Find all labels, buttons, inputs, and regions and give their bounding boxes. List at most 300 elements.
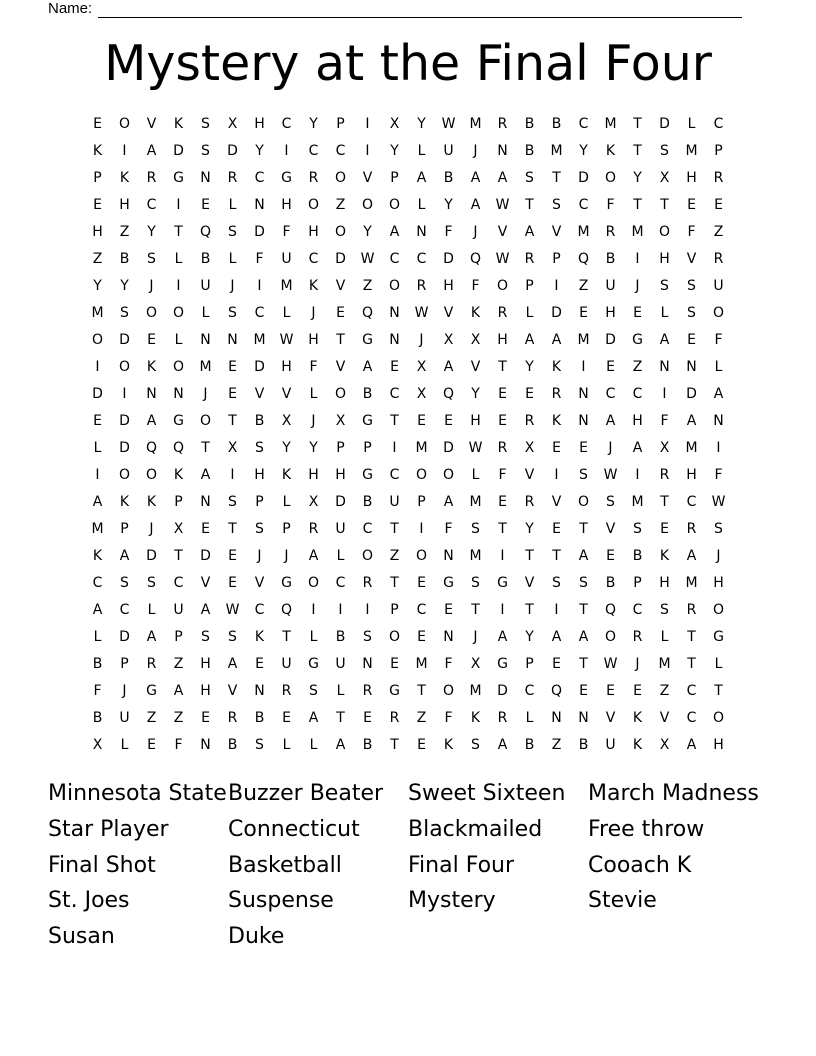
grid-letter: A (632, 439, 643, 456)
grid-letter: X (281, 412, 292, 429)
grid-letter: V (281, 385, 292, 402)
grid-letter: D (443, 250, 454, 267)
word-bank-item: Final Four (408, 852, 515, 878)
grid-letter: L (660, 304, 669, 321)
grid-letter: M (280, 277, 293, 294)
grid-letter: N (578, 412, 589, 429)
grid-letter: O (388, 277, 401, 294)
grid-letter: A (200, 601, 211, 618)
grid-letter: A (497, 169, 508, 186)
grid-letter: Q (550, 682, 563, 699)
grid-letter: N (578, 709, 589, 726)
grid-letter: K (659, 547, 670, 564)
grid-letter: A (551, 331, 562, 348)
grid-letter: C (686, 682, 697, 699)
grid-letter: H (443, 277, 454, 294)
grid-letter: F (660, 412, 669, 429)
grid-letter: H (335, 466, 346, 483)
grid-letter: R (362, 574, 373, 591)
grid-letter: H (254, 466, 265, 483)
grid-letter: O (145, 304, 158, 321)
grid-letter: A (92, 493, 103, 510)
grid-letter: Z (551, 736, 562, 753)
grid-letter: W (414, 304, 429, 321)
grid-letter: R (524, 412, 535, 429)
grid-letter: G (281, 574, 292, 591)
grid-letter: B (119, 250, 130, 267)
grid-letter: V (659, 709, 670, 726)
grid-letter: T (579, 601, 588, 618)
grid-letter: R (605, 223, 616, 240)
grid-letter: E (552, 439, 561, 456)
grid-letter: P (417, 493, 426, 510)
grid-letter: L (93, 439, 102, 456)
grid-letter: E (444, 412, 453, 429)
grid-letter: Z (578, 277, 589, 294)
grid-letter: T (336, 709, 345, 726)
word-bank-item: Stevie (588, 888, 657, 914)
grid-letter: N (254, 682, 265, 699)
grid-letter: N (659, 358, 670, 375)
grid-letter: I (635, 466, 640, 483)
grid-letter: H (686, 466, 697, 483)
grid-letter: I (554, 277, 559, 294)
word-bank-item: Minnesota State (48, 781, 227, 806)
word-bank-item: Duke (228, 924, 285, 950)
grid-letter: P (174, 493, 183, 510)
grid-letter: A (416, 169, 427, 186)
grid-letter: E (660, 520, 669, 537)
grid-letter: F (714, 331, 723, 348)
grid-letter: T (201, 439, 210, 456)
grid-letter: D (119, 331, 130, 348)
grid-letter: C (713, 115, 724, 132)
grid-letter: C (632, 385, 643, 402)
grid-letter: E (498, 493, 507, 510)
grid-letter: H (308, 466, 319, 483)
grid-letter: B (92, 655, 103, 672)
grid-letter: N (713, 412, 724, 429)
grid-letter: H (497, 331, 508, 348)
grid-letter: O (388, 196, 401, 213)
word-bank-item: Sweet Sixteen (408, 781, 566, 806)
grid-letter: E (417, 412, 426, 429)
grid-letter: T (390, 520, 399, 537)
grid-letter: N (200, 736, 211, 753)
grid-letter: E (147, 736, 156, 753)
grid-letter: I (662, 385, 667, 402)
grid-letter: M (604, 115, 617, 132)
grid-letter: B (443, 169, 454, 186)
grid-letter: C (308, 142, 319, 159)
grid-letter: I (338, 601, 343, 618)
grid-letter: N (362, 655, 373, 672)
grid-letter: C (605, 385, 616, 402)
word-bank-item: Connecticut (228, 816, 360, 842)
grid-letter: H (659, 250, 670, 267)
grid-letter: F (444, 520, 453, 537)
grid-letter: A (497, 628, 508, 645)
grid-letter: M (415, 655, 428, 672)
grid-letter: T (525, 547, 534, 564)
grid-letter: E (552, 520, 561, 537)
grid-letter: A (524, 223, 535, 240)
grid-letter: A (443, 493, 454, 510)
grid-letter: X (308, 493, 319, 510)
grid-letter: T (687, 628, 696, 645)
grid-letter: S (660, 277, 669, 294)
word-bank-item: St. Joes (48, 888, 130, 914)
grid-letter: L (93, 628, 102, 645)
grid-letter: R (227, 709, 238, 726)
grid-letter: W (279, 331, 294, 348)
grid-letter: H (713, 574, 724, 591)
grid-letter: F (255, 250, 264, 267)
grid-letter: K (632, 736, 643, 753)
grid-letter: R (524, 493, 535, 510)
grid-letter: F (498, 466, 507, 483)
grid-letter: C (362, 520, 373, 537)
grid-letter: T (390, 736, 399, 753)
grid-letter: S (579, 466, 588, 483)
grid-letter: S (525, 169, 534, 186)
grid-letter: S (120, 574, 129, 591)
grid-letter: U (605, 277, 616, 294)
grid-letter: H (254, 115, 265, 132)
grid-letter: A (146, 142, 157, 159)
grid-letter: F (444, 709, 453, 726)
grid-letter: Q (442, 385, 455, 402)
grid-letter: U (443, 142, 454, 159)
grid-letter: R (713, 250, 724, 267)
grid-letter: S (552, 574, 561, 591)
grid-letter: C (254, 304, 265, 321)
grid-letter: K (119, 493, 130, 510)
grid-letter: Y (579, 142, 588, 159)
grid-letter: X (227, 115, 238, 132)
grid-letter: I (716, 439, 721, 456)
grid-letter: T (660, 493, 669, 510)
grid-letter: E (579, 682, 588, 699)
grid-letter: X (416, 385, 427, 402)
grid-letter: B (200, 250, 211, 267)
grid-letter: E (687, 331, 696, 348)
grid-letter: A (659, 331, 670, 348)
grid-letter: X (173, 520, 184, 537)
grid-letter: K (92, 547, 103, 564)
grid-letter: Y (282, 439, 291, 456)
grid-letter: R (497, 115, 508, 132)
grid-letter: R (497, 709, 508, 726)
grid-letter: N (551, 709, 562, 726)
grid-letter: F (687, 223, 696, 240)
grid-letter: B (362, 736, 373, 753)
grid-letter: E (336, 304, 345, 321)
grid-letter: O (712, 601, 725, 618)
grid-letter: E (498, 412, 507, 429)
grid-letter: I (581, 358, 586, 375)
grid-letter: K (551, 358, 562, 375)
grid-letter: E (228, 358, 237, 375)
grid-letter: I (554, 601, 559, 618)
grid-letter: Q (361, 304, 374, 321)
grid-letter: G (173, 412, 184, 429)
grid-letter: A (713, 385, 724, 402)
grid-letter: O (172, 358, 185, 375)
grid-letter: S (309, 682, 318, 699)
grid-letter: K (254, 628, 265, 645)
grid-letter: T (390, 412, 399, 429)
grid-letter: F (309, 358, 318, 375)
grid-letter: C (416, 601, 427, 618)
grid-letter: O (658, 223, 671, 240)
grid-letter: J (203, 385, 208, 402)
grid-letter: T (579, 520, 588, 537)
grid-letter: D (686, 385, 697, 402)
grid-letter: V (254, 385, 265, 402)
grid-letter: A (389, 223, 400, 240)
grid-letter: A (173, 682, 184, 699)
grid-letter: M (469, 682, 482, 699)
grid-letter: A (551, 628, 562, 645)
grid-letter: U (119, 709, 130, 726)
grid-letter: Y (525, 520, 534, 537)
grid-letter: P (93, 169, 102, 186)
grid-letter: R (497, 304, 508, 321)
grid-letter: D (119, 439, 130, 456)
grid-letter: E (228, 547, 237, 564)
grid-letter: L (174, 250, 183, 267)
grid-letter: A (578, 547, 589, 564)
grid-letter: E (282, 709, 291, 726)
grid-letter: Y (444, 196, 453, 213)
grid-letter: D (92, 385, 103, 402)
grid-letter: E (606, 682, 615, 699)
grid-letter: H (659, 574, 670, 591)
grid-letter: S (714, 520, 723, 537)
grid-letter: A (443, 358, 454, 375)
grid-letter: O (361, 196, 374, 213)
grid-letter: L (282, 304, 291, 321)
grid-letter: D (578, 169, 589, 186)
grid-letter: B (524, 736, 535, 753)
grid-letter: T (687, 655, 696, 672)
grid-letter: Y (525, 628, 534, 645)
grid-letter: S (606, 493, 615, 510)
grid-letter: O (334, 385, 347, 402)
grid-letter: C (416, 250, 427, 267)
grid-letter: S (147, 574, 156, 591)
grid-letter: E (687, 196, 696, 213)
grid-letter: P (120, 520, 129, 537)
grid-letter: B (551, 115, 562, 132)
grid-letter: H (632, 412, 643, 429)
grid-letter: N (254, 196, 265, 213)
grid-letter: F (282, 223, 291, 240)
grid-letter: C (254, 169, 265, 186)
grid-letter: D (254, 223, 265, 240)
grid-letter: S (201, 142, 210, 159)
page-title: Mystery at the Final Four (104, 35, 712, 92)
grid-letter: Z (362, 277, 373, 294)
grid-letter: Z (173, 709, 184, 726)
grid-letter: E (552, 655, 561, 672)
grid-letter: I (554, 466, 559, 483)
grid-letter: V (335, 358, 346, 375)
grid-letter: Z (335, 196, 346, 213)
grid-letter: K (173, 115, 184, 132)
grid-letter: M (685, 439, 698, 456)
grid-letter: I (95, 466, 100, 483)
grid-letter: C (335, 142, 346, 159)
grid-letter: W (603, 655, 618, 672)
grid-letter: L (471, 466, 480, 483)
grid-letter: D (443, 439, 454, 456)
grid-letter: U (173, 601, 184, 618)
grid-letter: K (551, 412, 562, 429)
grid-letter: X (470, 655, 481, 672)
grid-letter: K (92, 142, 103, 159)
grid-letter: R (632, 628, 643, 645)
grid-letter: C (281, 115, 292, 132)
grid-letter: T (633, 196, 642, 213)
grid-letter: B (578, 736, 589, 753)
grid-letter: V (335, 277, 346, 294)
grid-letter: M (658, 655, 671, 672)
grid-letter: T (174, 223, 183, 240)
grid-letter: E (714, 196, 723, 213)
grid-letter: Y (390, 142, 399, 159)
grid-letter: L (525, 304, 534, 321)
grid-letter: L (228, 196, 237, 213)
grid-letter: T (714, 682, 723, 699)
grid-letter: P (174, 628, 183, 645)
grid-letter: F (444, 223, 453, 240)
grid-letter: V (551, 223, 562, 240)
grid-letter: K (470, 709, 481, 726)
grid-letter: O (334, 169, 347, 186)
grid-letter: N (146, 385, 157, 402)
grid-letter: E (417, 574, 426, 591)
grid-letter: H (281, 196, 292, 213)
grid-letter: J (311, 304, 316, 321)
grid-letter: O (415, 547, 428, 564)
grid-letter: P (552, 250, 561, 267)
grid-letter: J (419, 331, 424, 348)
grid-letter: C (146, 196, 157, 213)
grid-letter: G (497, 574, 508, 591)
grid-letter: D (605, 331, 616, 348)
grid-letter: G (281, 169, 292, 186)
grid-letter: V (605, 520, 616, 537)
grid-letter: R (308, 520, 319, 537)
grid-letter: E (201, 196, 210, 213)
grid-letter: S (201, 115, 210, 132)
grid-letter: E (228, 574, 237, 591)
grid-letter: B (524, 142, 535, 159)
grid-letter: O (442, 466, 455, 483)
grid-letter: O (118, 115, 131, 132)
grid-letter: E (390, 358, 399, 375)
grid-letter: S (228, 493, 237, 510)
grid-letter: E (606, 547, 615, 564)
grid-letter: B (92, 709, 103, 726)
grid-letter: E (390, 655, 399, 672)
grid-letter: F (93, 682, 102, 699)
grid-letter: A (146, 628, 157, 645)
grid-letter: O (118, 466, 131, 483)
grid-letter: T (390, 574, 399, 591)
word-bank-item: Cooach K (588, 852, 692, 878)
grid-letter: Q (172, 439, 185, 456)
grid-letter: T (660, 196, 669, 213)
grid-letter: X (659, 169, 670, 186)
grid-letter: F (444, 655, 453, 672)
grid-letter: S (120, 304, 129, 321)
grid-letter: G (497, 655, 508, 672)
grid-letter: T (525, 196, 534, 213)
grid-letter: Q (280, 601, 293, 618)
grid-letter: O (604, 169, 617, 186)
grid-letter: K (443, 736, 454, 753)
grid-letter: V (605, 709, 616, 726)
grid-letter: Z (146, 709, 157, 726)
grid-letter: M (91, 304, 104, 321)
grid-letter: A (362, 358, 373, 375)
grid-letter: M (199, 358, 212, 375)
grid-letter: S (660, 142, 669, 159)
grid-letter: M (577, 223, 590, 240)
grid-letter: C (632, 601, 643, 618)
grid-letter: I (419, 520, 424, 537)
grid-letter: D (200, 547, 211, 564)
grid-letter: N (200, 331, 211, 348)
grid-letter: A (686, 736, 697, 753)
grid-letter: G (173, 169, 184, 186)
grid-letter: R (497, 439, 508, 456)
grid-letter: X (92, 736, 103, 753)
grid-letter: R (686, 601, 697, 618)
word-bank-item: Star Player (48, 816, 169, 842)
grid-letter: Y (363, 223, 372, 240)
grid-letter: C (389, 385, 400, 402)
grid-letter: N (227, 331, 238, 348)
grid-letter: I (230, 466, 235, 483)
grid-letter: D (335, 250, 346, 267)
grid-letter: M (685, 574, 698, 591)
grid-letter: X (335, 412, 346, 429)
grid-letter: X (524, 439, 535, 456)
grid-letter: J (257, 547, 262, 564)
name-field (48, 0, 742, 18)
grid-letter: O (199, 412, 212, 429)
grid-letter: R (713, 169, 724, 186)
grid-letter: M (685, 142, 698, 159)
grid-letter: S (471, 574, 480, 591)
grid-letter: M (550, 142, 563, 159)
grid-letter: I (176, 277, 181, 294)
grid-letter: M (469, 493, 482, 510)
grid-letter: A (308, 709, 319, 726)
grid-letter: F (174, 736, 183, 753)
grid-letter: X (416, 358, 427, 375)
grid-letter: S (228, 628, 237, 645)
name-blank-line (98, 3, 742, 18)
grid-letter: Z (713, 223, 724, 240)
grid-letter: Q (469, 250, 482, 267)
grid-letter: E (525, 385, 534, 402)
word-bank-item: Blackmailed (408, 816, 543, 842)
